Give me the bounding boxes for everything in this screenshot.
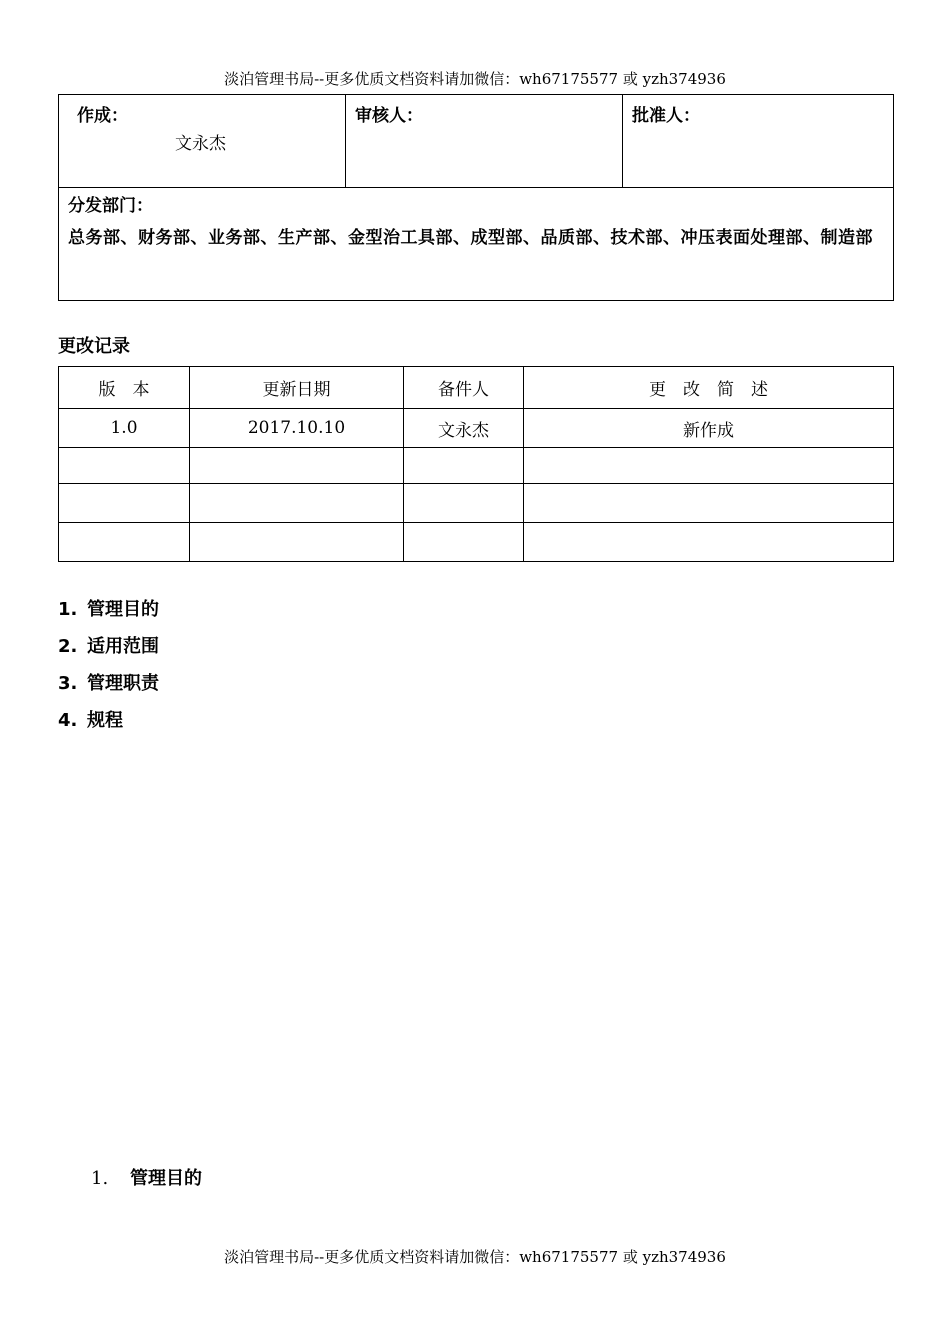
toc-item (58, 670, 159, 707)
table-cell: 2017.10.10 (190, 409, 404, 448)
page-header: 淡泊管理书局--更多优质文档资料请加微信：wh67175577 或 yzh374936 (224, 70, 726, 88)
section-title: 管理目的 (130, 1168, 202, 1189)
toc-item (58, 596, 159, 633)
toc-item-number: 1. (58, 599, 78, 620)
section-number: 1. (91, 1168, 109, 1189)
table-cell (59, 484, 190, 523)
table-cell (524, 448, 894, 484)
author-label: 作成： (77, 106, 128, 126)
toc-item-number: 4. (58, 710, 78, 731)
toc-item (58, 633, 159, 670)
revision-table (58, 366, 894, 562)
column-header: 备件人 (404, 367, 524, 409)
reviewer-cell (346, 95, 623, 188)
table-cell (404, 484, 524, 523)
toc-item (58, 707, 159, 744)
table-cell: 新作成 (524, 409, 894, 448)
author-cell (59, 95, 346, 188)
column-header: 更新日期 (190, 367, 404, 409)
table-cell (59, 448, 190, 484)
table-cell (59, 523, 190, 562)
table-cell: 文永杰 (404, 409, 524, 448)
author-name: 文永杰 (175, 134, 226, 154)
page-footer: 淡泊管理书局--更多优质文档资料请加微信：wh67175577 或 yzh374936 (224, 1248, 726, 1266)
toc-item-label: 适用范围 (87, 636, 159, 657)
distribution-text: 总务部、财务部、业务部、生产部、金型治工具部、成型部、品质部、技术部、冲压表面处理部、制造部 (68, 228, 873, 248)
table-row (59, 448, 894, 484)
table-cell (404, 448, 524, 484)
revision-title: 更改记录 (58, 336, 130, 357)
signoff-table (58, 94, 894, 301)
table-cell (524, 484, 894, 523)
column-header: 版 本 (59, 367, 190, 409)
table-row (59, 523, 894, 562)
toc-item-number: 2. (58, 636, 78, 657)
table-cell (404, 523, 524, 562)
table-cell (190, 523, 404, 562)
toc-item-label: 管理职责 (87, 673, 159, 694)
reviewer-label: 审核人： (355, 106, 423, 126)
distribution-label: 分发部门： (68, 196, 153, 216)
distribution-cell (59, 188, 894, 301)
toc-item-number: 3. (58, 673, 78, 694)
section-heading (91, 1164, 202, 1190)
approver-label: 批准人： (632, 106, 700, 126)
toc-item-label: 规程 (87, 710, 123, 731)
column-header: 更 改 简 述 (524, 367, 894, 409)
table-row (59, 409, 894, 448)
table-cell: 1.0 (59, 409, 190, 448)
toc-item-label: 管理目的 (87, 599, 159, 620)
table-header-row (59, 367, 894, 409)
approver-cell (623, 95, 894, 188)
table-row (59, 484, 894, 523)
table-cell (190, 484, 404, 523)
table-cell (524, 523, 894, 562)
table-cell (190, 448, 404, 484)
table-of-contents (58, 596, 159, 744)
